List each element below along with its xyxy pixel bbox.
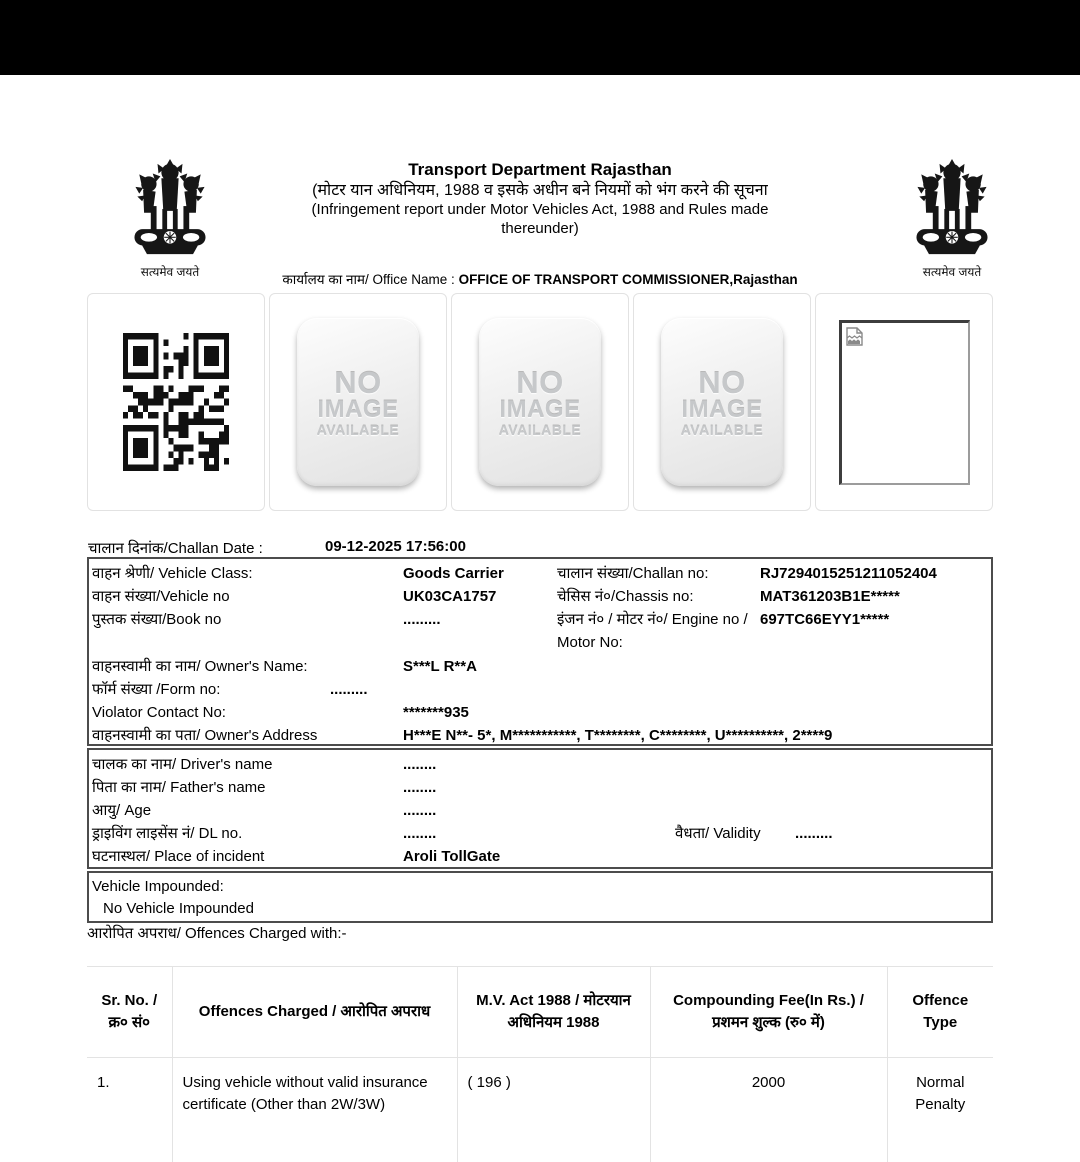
table-row (89, 799, 991, 822)
office-name-value: OFFICE OF TRANSPORT COMMISSIONER,Rajasthan (459, 272, 798, 287)
page-title: Transport Department Rajasthan (0, 160, 1080, 179)
table-row (89, 701, 991, 724)
vehicle-class-value: Goods Carrier (403, 562, 504, 585)
challan-date-label: चालान दिनांक/Challan Date : (88, 538, 263, 558)
book-no-value: ......... (403, 608, 441, 631)
owner-address-label: वाहनस्वामी का पता/ Owner's Address (92, 724, 317, 747)
table-row (89, 822, 991, 845)
table-row (89, 776, 991, 799)
table-row (89, 585, 991, 608)
chassis-no-label: चेसिस नं०/Chassis no: (557, 585, 694, 608)
impound-label: Vehicle Impounded: (92, 876, 991, 898)
vehicle-no-value: UK03CA1757 (403, 585, 496, 608)
table-row (89, 562, 991, 585)
vehicle-details-table (87, 557, 993, 746)
no-image-placeholder (661, 318, 783, 486)
driver-details-table (87, 748, 993, 869)
table-row (89, 724, 991, 747)
no-image-placeholder (297, 318, 419, 486)
vehicle-impounded-table (87, 871, 993, 923)
dl-no-value: ........ (403, 822, 436, 845)
col-header-offences-charged: Offences Charged / आरोपित अपराध (172, 967, 457, 1058)
offences-table (87, 966, 993, 1162)
impound-value: No Vehicle Impounded (103, 898, 991, 920)
offence-row (87, 1058, 993, 1162)
vehicle-class-label: वाहन श्रेणी/ Vehicle Class: (92, 562, 253, 585)
vehicle-no-label: वाहन संख्या/Vehicle no (92, 585, 230, 608)
incident-place-value: Aroli TollGate (403, 845, 500, 868)
no-image-text: NO (516, 367, 564, 399)
age-label: आयु/ Age (92, 799, 151, 822)
owner-name-value: S***L R**A (403, 655, 477, 678)
evidence-image-strip (87, 293, 993, 511)
father-name-label: पिता का नाम/ Father's name (92, 776, 266, 799)
owner-name-label: वाहनस्वामी का नाम/ Owner's Name: (92, 655, 308, 678)
challan-no-label: चालान संख्या/Challan no: (557, 562, 709, 585)
table-row (89, 655, 991, 678)
top-black-bar (0, 0, 1080, 75)
subtitle-english: (Infringement report under Motor Vehicles Act, 1988 and Rules made thereunder) (288, 200, 793, 238)
form-no-value: ......... (330, 678, 368, 701)
chassis-no-value: MAT361203B1E***** (760, 585, 900, 608)
engine-no-value: 697TC66EYY1***** (760, 608, 889, 631)
col-header-offence-type: Offence Type (887, 967, 993, 1058)
table-row (89, 608, 991, 655)
offence-act-section: ( 196 ) (457, 1058, 650, 1162)
qr-code-icon (123, 333, 229, 471)
broken-image-icon (846, 327, 863, 346)
offence-fee: 2000 (650, 1058, 887, 1162)
challan-no-value: RJ7294015251211052404 (760, 562, 937, 585)
incident-place-label: घटनास्थल/ Place of incident (92, 845, 264, 868)
offence-type: Normal Penalty (887, 1058, 993, 1162)
violator-contact-value: *******935 (403, 701, 469, 724)
office-name-line (0, 270, 1080, 288)
table-row (89, 845, 991, 868)
table-row (89, 678, 991, 701)
no-image-text: IMAGE (499, 398, 580, 422)
age-value: ........ (403, 799, 436, 822)
col-header-sr-no: Sr. No. / क्र० सं० (87, 967, 172, 1058)
table-row (89, 753, 991, 776)
missing-image-frame (839, 320, 970, 485)
form-no-label: फॉर्म संख्या /Form no: (92, 678, 220, 701)
driver-name-label: चालक का नाम/ Driver's name (92, 753, 272, 776)
header-title-block (0, 160, 1080, 238)
challan-date-value: 09-12-2025 17:56:00 (325, 538, 466, 555)
father-name-value: ........ (403, 776, 436, 799)
validity-label: वैधता/ Validity (675, 822, 761, 845)
no-image-text: AVAILABLE (499, 423, 582, 437)
owner-address-value: H***E N**- 5*, M***********, T********, C********, U**********, 2****9 (403, 724, 832, 747)
engine-no-label: इंजन नं० / मोटर नं०/ Engine no / Motor No: (557, 608, 757, 654)
no-image-text: NO (698, 367, 746, 399)
office-name-label: कार्यालय का नाम/ Office Name : (282, 272, 454, 287)
evidence-image-box-1 (269, 293, 447, 511)
no-image-placeholder (479, 318, 601, 486)
dl-no-label: ड्राइविंग लाइसेंस नं/ DL no. (92, 822, 242, 845)
no-image-text: AVAILABLE (317, 423, 400, 437)
evidence-image-box-4 (815, 293, 993, 511)
no-image-text: AVAILABLE (681, 423, 764, 437)
no-image-text: IMAGE (317, 398, 398, 422)
evidence-image-box-2 (451, 293, 629, 511)
evidence-image-box-3 (633, 293, 811, 511)
subtitle-hindi: (मोटर यान अधिनियम, 1988 व इसके अधीन बने नियमों को भंग करने की सूचना (0, 181, 1080, 200)
offences-header-row (87, 967, 993, 1058)
book-no-label: पुस्तक संख्या/Book no (92, 608, 221, 631)
driver-name-value: ........ (403, 753, 436, 776)
col-header-compounding-fee: Compounding Fee(In Rs.) / प्रशमन शुल्क (रु० में) (650, 967, 887, 1058)
validity-value: ......... (795, 822, 833, 845)
offence-sr-no: 1. (87, 1058, 172, 1162)
offences-caption: आरोपित अपराध/ Offences Charged with:- (87, 923, 347, 943)
col-header-mv-act: M.V. Act 1988 / मोटरयान अधिनियम 1988 (457, 967, 650, 1058)
qr-code-box (87, 293, 265, 511)
emblem-caption: सत्यमेव जयते (114, 263, 226, 280)
offence-description: Using vehicle without valid insurance certificate (Other than 2W/3W) (172, 1058, 457, 1162)
no-image-text: IMAGE (681, 398, 762, 422)
emblem-caption: सत्यमेव जयते (896, 263, 1008, 280)
no-image-text: NO (334, 367, 382, 399)
violator-contact-label: Violator Contact No: (92, 701, 226, 724)
